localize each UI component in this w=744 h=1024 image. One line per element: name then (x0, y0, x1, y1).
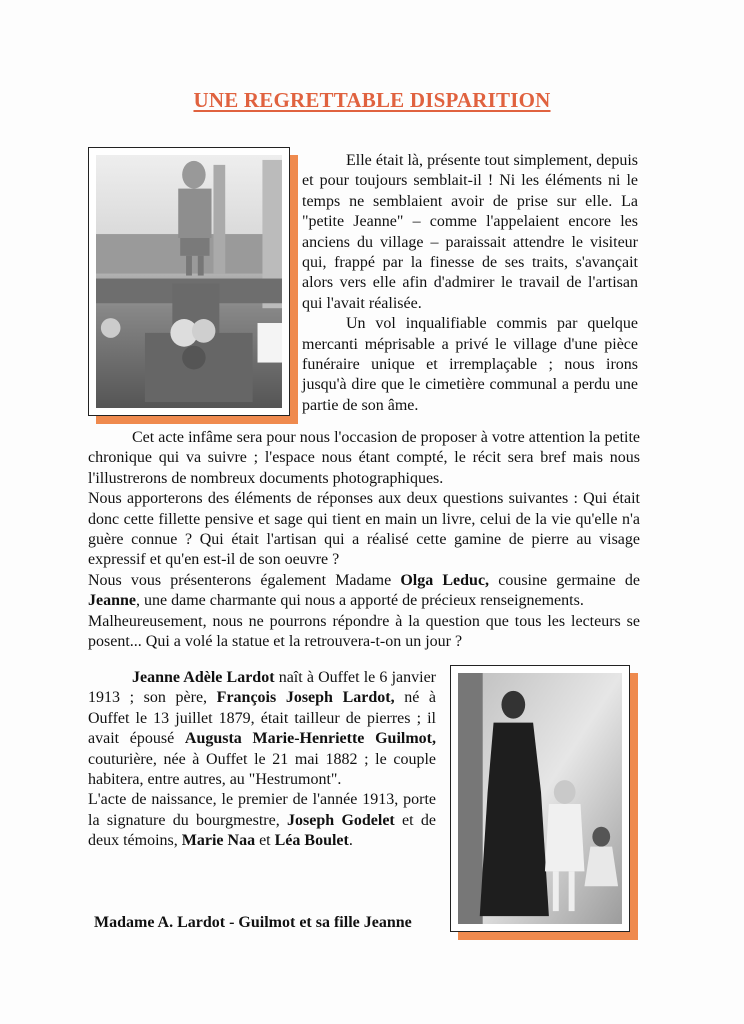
bio-paragraph-1: Jeanne Adèle Lardot naît à Ouffet le 6 janvier 1913 ; son père, François Joseph Lardot, né à Ouffet le 13 juillet 1879, était tailleur de pierres ; il avait épousé Augusta Marie-Henriette Guilmot, couturière, née à Ouffet le 21 mai 1882 ; le couple habitera, entre autres, au "Hestrumont". (88, 669, 437, 789)
intro-paragraph-2: Un vol inqualifiable commis par quelque mercanti méprisable a privé le village d'une pièce funéraire unique et irremplaçable ; nous irons jusqu'à dire que le cimetière communal a perdu une partie de son âme. (302, 315, 638, 414)
bio-text (88, 668, 436, 852)
body-paragraph-4: Malheureusement, nous ne pourrons répondre à la question que tous les lecteurs se posent... Qui a volé la statue et la retrouvera-t-on un jour ? (88, 612, 640, 651)
photo-caption: Madame A. Lardot - Guilmot et sa fille Jeanne (94, 914, 412, 931)
intro-text (302, 151, 638, 416)
bio-paragraph-2: L'acte de naissance, le premier de l'année 1913, porte la signature du bourgmestre, Joseph Godelet et de deux témoins, Marie Naa et Léa Boulet. (88, 791, 436, 850)
body-paragraph-1: Cet acte infâme sera pour nous l'occasion de proposer à votre attention la petite chronique qui va suivre ; l'espace nous étant compté, le récit sera bref mais nous l'illustrerons de nombreux documents photographiques. (88, 429, 640, 487)
body-paragraph-2: Nous apporterons des éléments de réponses aux deux questions suivantes : Qui était donc cette fillette pensive et sage qui tient en main un livre, celui de la vie qu'elle n'a guère connue ? Qui était l'artisan qui a réalisé cette gamine de pierre au visage expressif et qu'en est-il de son oeuvre ? (88, 490, 640, 569)
body-paragraph-3: Nous vous présenterons également Madame Olga Leduc, cousine germaine de Jeanne, une dame charmante qui nous a apporté de précieux renseignements. (88, 571, 641, 610)
name-olga-leduc: Olga Leduc, (400, 571, 490, 589)
body-text (88, 428, 640, 652)
page-title: UNE REGRETTABLE DISPARITION (193, 88, 551, 112)
intro-paragraph-1: Elle était là, présente tout simplement, depuis et pour toujours semblait-il ! Ni les éléments ni le temps ne semblaient avoir de prise sur elle. La "petite Jeanne" – comme l'appelaient encore les anciens du village – paraissait attendre le visiteur qui, frappé par la finesse de ses traits, s'avançait alors vers elle afin d'admirer le travail de l'artisan qui l'avait réalisée. (302, 152, 638, 312)
name-jeanne: Jeanne (88, 592, 136, 610)
